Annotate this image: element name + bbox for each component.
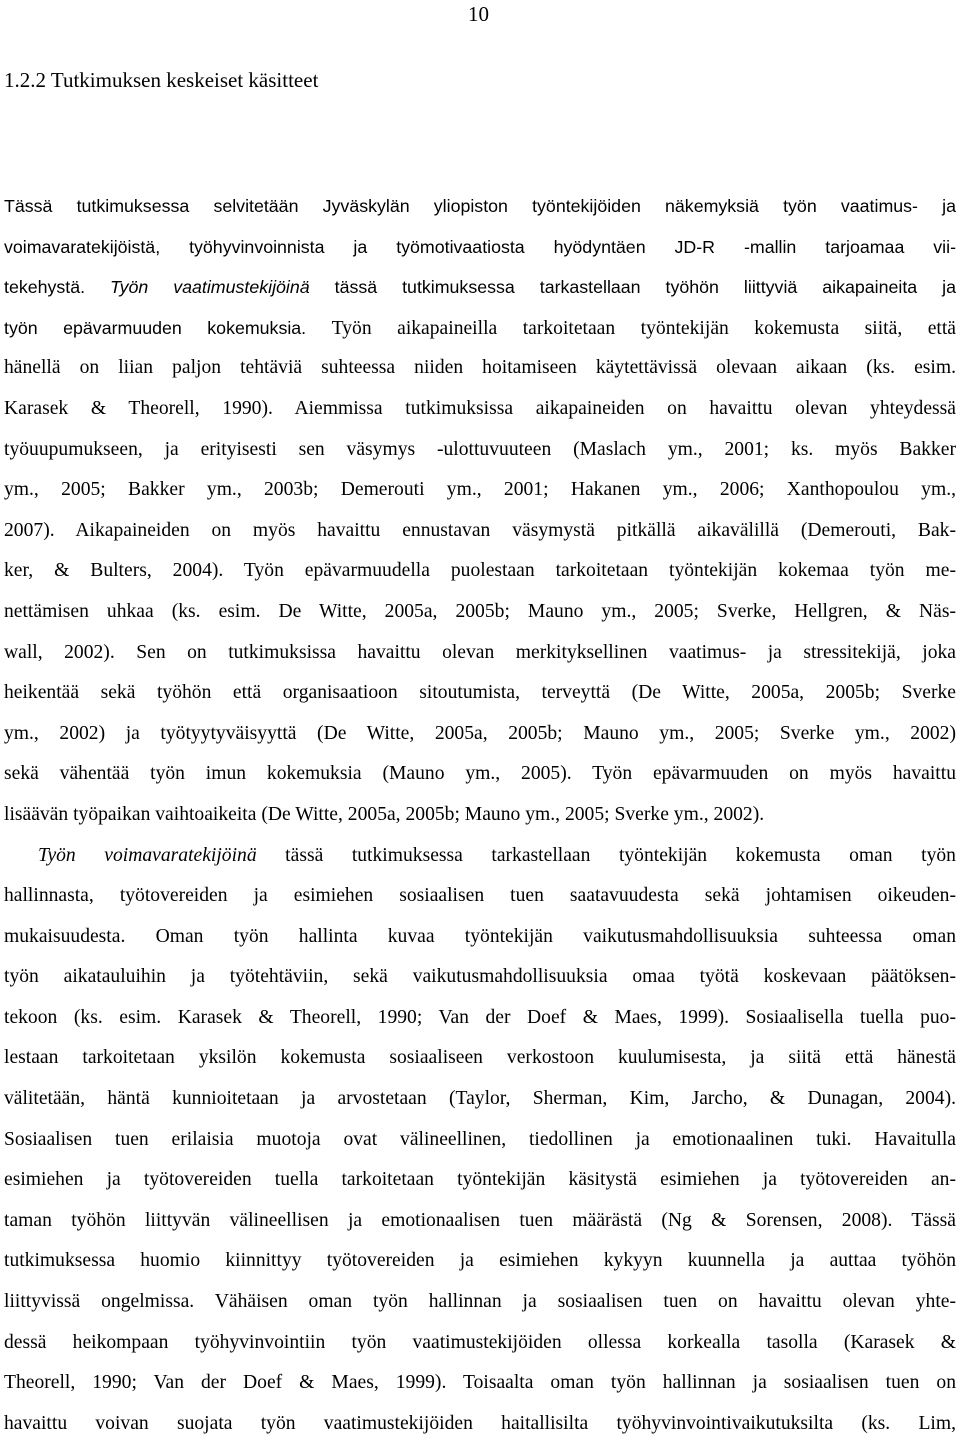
text-line: ker, & Bulters, 2004). Työn epävarmuudella puolestaan tarkoitetaan työntekijän kokemaa työn me- — [4, 560, 956, 582]
text-line: mukaisuudesta. Oman työn hallinta kuvaa työntekijän vaikutusmahdollisuuksia suhteessa oman — [4, 925, 956, 947]
text-line: Karasek & Theorell, 1990). Aiemmissa tutkimuksissa aikapaineiden on havaittu olevan yhteydessä — [4, 397, 956, 419]
text-line: tutkimuksessa huomio kiinnittyy työtovereiden ja esimiehen kykyyn kuunnella ja auttaa työhön — [4, 1250, 956, 1272]
text-line: voimavaratekijöistä, työhyvinvoinnista ja työmotivaatiosta hyödyntäen JD-R -mallin tarjoamaa vii- — [4, 236, 956, 257]
text-line: havaittu voivan suojata työn vaatimustekijöiden haitallisilta työhyvinvointivaikutuksilta (ks. Lim, — [4, 1412, 956, 1434]
text-run: työn epävarmuuden kokemuksia. — [4, 317, 332, 338]
section-heading: 1.2.2 Tutkimuksen keskeiset käsitteet — [4, 68, 319, 92]
text-line: ym., 2005; Bakker ym., 2003b; Demerouti ym., 2001; Hakanen ym., 2006; Xanthopoulou ym., — [4, 479, 956, 501]
text-line: välitetään, häntä kunnioitetaan ja arvostetaan (Taylor, Sherman, Kim, Jarcho, & Dunagan, 2004). — [4, 1088, 956, 1110]
term-italic: Työn voimavaratekijöinä — [38, 844, 257, 866]
page-number: 10 — [468, 2, 489, 26]
text-run: tekehystä. — [4, 277, 111, 298]
text-line: lisäävän työpaikan vaihtoaikeita (De Witte, 2005a, 2005b; Mauno ym., 2005; Sverke ym., 2002). — [4, 803, 765, 825]
text-line: tekoon (ks. esim. Karasek & Theorell, 1990; Van der Doef & Maes, 1999). Sosiaalisella tuella puo- — [4, 1006, 956, 1028]
text-line: taman työhön liittyvän välineellisen ja emotionaalisen tuen määrästä (Ng & Sorensen, 2008). Tässä — [4, 1209, 956, 1231]
text-line — [4, 836, 956, 877]
text-line: työuupumukseen, ja erityisesti sen väsymys -ulottuvuuteen (Maslach ym., 2001; ks. myös Bakker — [4, 438, 956, 460]
text-run: Työn aikapaineilla tarkoitetaan työntekijän kokemusta siitä, että — [331, 317, 956, 339]
text-line: ym., 2002) ja työtyytyväisyyttä (De Witte, 2005a, 2005b; Mauno ym., 2005; Sverke ym., 2002) — [4, 722, 956, 744]
text-line: työn aikatauluihin ja työtehtäviin, sekä vaikutusmahdollisuuksia omaa työtä koskevaan päätöksen- — [4, 966, 956, 988]
text-line: nettämisen uhkaa (ks. esim. De Witte, 2005a, 2005b; Mauno ym., 2005; Sverke, Hellgren, & Näs- — [4, 600, 956, 622]
text-line: hallinnasta, työtovereiden ja esimiehen sosiaalisen tuen saatavuudesta sekä johtamisen oikeuden- — [4, 885, 956, 907]
text-line: lestaan tarkoitetaan yksilön kokemusta sosiaaliseen verkostoon kuulumisesta, ja siitä että hänestä — [4, 1047, 956, 1069]
text-line: Tässä tutkimuksessa selvitetään Jyväskylän yliopiston työntekijöiden näkemyksiä työn vaatimus- ja — [4, 196, 956, 216]
text-line: Sosiaalisen tuen erilaisia muotoja ovat välineellinen, tiedollinen ja emotionaalinen tuki. Havaitulla — [4, 1128, 956, 1150]
text-line: dessä heikompaan työhyvinvointiin työn vaatimustekijöiden ollessa korkealla tasolla (Karasek & — [4, 1331, 956, 1353]
text-line: heikentää sekä työhön että organisaatioon sitoutumista, terveyttä (De Witte, 2005a, 2005b; Sverke — [4, 682, 956, 704]
text-line — [4, 308, 956, 349]
text-line: wall, 2002). Sen on tutkimuksissa havaittu olevan merkityksellinen vaatimus- ja stressitekijä, joka — [4, 641, 956, 663]
text-line: Theorell, 1990; Van der Doef & Maes, 1999). Toisaalta oman työn hallinnan ja sosiaalisen tuen on — [4, 1372, 956, 1394]
term-italic: Työn vaatimustekijöinä — [110, 277, 310, 298]
text-line: liittyvissä ongelmissa. Vähäisen oman työn hallinnan ja sosiaalisen tuen on havaittu olevan yhte- — [4, 1291, 956, 1313]
text-line: esimiehen ja työtovereiden tuella tarkoitetaan työntekijän käsitystä esimiehen ja työtovereiden an- — [4, 1169, 956, 1191]
text-line: hänellä on liian paljon tehtäviä suhteessa niiden hoitamiseen käytettävissä olevaan aikaan (ks. esim. — [4, 357, 956, 379]
text-line: 2007). Aikapaineiden on myös havaittu ennustavan väsymystä pitkällä aikavälillä (Demerouti, Bak- — [4, 519, 956, 541]
text-run: tässä tutkimuksessa tarkastellaan työntekijän kokemusta oman työn — [256, 844, 956, 866]
text-line: sekä vähentää työn imun kokemuksia (Mauno ym., 2005). Työn epävarmuuden on myös havaittu — [4, 763, 956, 785]
text-run: tässä tutkimuksessa tarkastellaan työhön liittyviä aikapaineita ja — [309, 277, 956, 298]
body-text — [4, 186, 956, 1444]
text-line — [4, 267, 956, 308]
